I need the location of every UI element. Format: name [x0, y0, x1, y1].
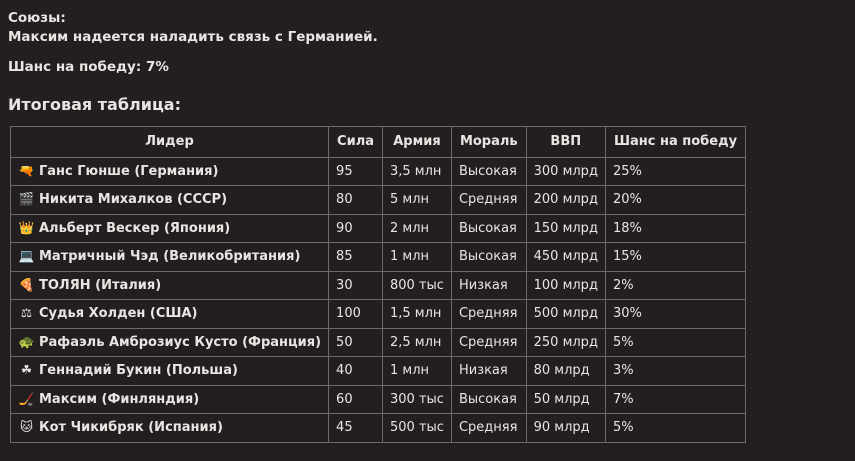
cell-chance: 7% [605, 385, 745, 414]
cell-power: 85 [329, 243, 383, 272]
leader-name: Геннадий Букин (Польша) [39, 363, 238, 378]
cell-army: 1,5 млн [383, 300, 452, 329]
cell-power: 100 [329, 300, 383, 329]
leader-name: Матричный Чэд (Великобритания) [39, 249, 301, 264]
cell-army: 500 тыс [383, 414, 452, 443]
leader-name: Никита Михалков (СССР) [39, 192, 228, 207]
cell-army: 1 млн [383, 357, 452, 386]
column-header-leader: Лидер [11, 127, 329, 158]
cell-gdp: 100 млрд [526, 271, 605, 300]
cell-leader [11, 243, 329, 272]
table-row [11, 328, 746, 357]
cell-morale: Средняя [451, 328, 526, 357]
table-row [11, 186, 746, 215]
leader-flag-icon: 🎬 [18, 191, 35, 206]
leader-flag-icon: 🔫 [18, 162, 35, 178]
alliances-text: Максим надеется наладить связь с Германией. [8, 29, 378, 45]
results-heading: Итоговая таблица: [8, 95, 181, 114]
table-row [11, 243, 746, 272]
cell-chance: 5% [605, 328, 745, 357]
column-header-army: Армия [383, 127, 452, 158]
cell-army: 1 млн [383, 243, 452, 272]
table-row [11, 271, 746, 300]
cell-power: 90 [329, 214, 383, 243]
cell-gdp: 150 млрд [526, 214, 605, 243]
cell-power: 50 [329, 328, 383, 357]
cell-leader [11, 271, 329, 300]
cell-army: 800 тыс [383, 271, 452, 300]
cell-army: 2 млн [383, 214, 452, 243]
table-row [11, 385, 746, 414]
cell-chance: 15% [605, 243, 745, 272]
leader-flag-icon: 🐱 [19, 419, 34, 434]
cell-chance: 30% [605, 300, 745, 329]
leader-flag-icon: 🐢 [18, 333, 35, 349]
cell-leader [11, 385, 329, 414]
table-body [11, 157, 746, 442]
cell-leader [11, 328, 329, 357]
cell-power: 95 [329, 157, 383, 186]
cell-chance: 18% [605, 214, 745, 243]
leader-name: Ганс Гюнше (Германия) [39, 163, 219, 179]
cell-gdp: 250 млрд [526, 328, 605, 357]
table-row [11, 214, 746, 243]
cell-morale: Средняя [451, 186, 526, 215]
table-row [11, 157, 746, 186]
cell-gdp: 90 млрд [526, 414, 605, 443]
cell-gdp: 500 млрд [526, 300, 605, 329]
cell-army: 3,5 млн [383, 157, 452, 186]
cell-leader [11, 357, 329, 386]
leader-name: Рафаэль Амброзиус Кусто (Франция) [39, 334, 322, 350]
leader-name: Судья Холден (США) [39, 306, 198, 321]
cell-power: 40 [329, 357, 383, 386]
cell-leader [11, 157, 329, 186]
cell-chance: 25% [605, 157, 745, 186]
cell-leader [11, 300, 329, 329]
cell-army: 2,5 млн [383, 328, 452, 357]
cell-morale: Высокая [451, 214, 526, 243]
cell-gdp: 80 млрд [526, 357, 605, 386]
cell-power: 45 [329, 414, 383, 443]
column-header-morale: Мораль [451, 127, 526, 158]
cell-power: 60 [329, 385, 383, 414]
cell-morale: Высокая [451, 385, 526, 414]
cell-power: 80 [329, 186, 383, 215]
cell-leader [11, 414, 329, 443]
column-header-chance: Шанс на победу [605, 127, 745, 158]
cell-morale: Высокая [451, 157, 526, 186]
cell-gdp: 50 млрд [526, 385, 605, 414]
leader-flag-icon: 🏒 [18, 390, 35, 406]
table-row [11, 357, 746, 386]
cell-gdp: 300 млрд [526, 157, 605, 186]
cell-leader [11, 214, 329, 243]
cell-gdp: 200 млрд [526, 186, 605, 215]
column-header-power: Сила [329, 127, 383, 158]
leader-flag-icon: 👑 [18, 219, 35, 235]
cell-chance: 20% [605, 186, 745, 215]
leader-flag-icon: 💻 [18, 248, 35, 263]
cell-morale: Низкая [451, 357, 526, 386]
cell-power: 30 [329, 271, 383, 300]
cell-gdp: 450 млрд [526, 243, 605, 272]
cell-morale: Средняя [451, 414, 526, 443]
cell-morale: Высокая [451, 243, 526, 272]
table-header-row [11, 127, 746, 158]
alliances-heading: Союзы: [8, 10, 66, 26]
leader-flag-icon: 🍕 [18, 276, 35, 292]
cell-morale: Средняя [451, 300, 526, 329]
leader-name: ТОЛЯН (Италия) [39, 277, 162, 293]
column-header-gdp: ВВП [526, 127, 605, 158]
cell-army: 5 млн [383, 186, 452, 215]
table-row [11, 300, 746, 329]
leader-flag-icon: ☘ [20, 362, 33, 377]
leader-flag-icon: ⚖ [20, 305, 33, 320]
leader-name: Максим (Финляндия) [39, 391, 200, 407]
cell-army: 300 тыс [383, 385, 452, 414]
cell-chance: 2% [605, 271, 745, 300]
leader-name: Альберт Вескер (Япония) [39, 220, 231, 236]
cell-chance: 3% [605, 357, 745, 386]
alliance-chance-label: Шанс на победу: 7% [8, 59, 169, 75]
results-table [10, 126, 746, 443]
cell-chance: 5% [605, 414, 745, 443]
cell-leader [11, 186, 329, 215]
leader-name: Кот Чикибряк (Испания) [39, 420, 223, 435]
table-row [11, 414, 746, 443]
cell-morale: Низкая [451, 271, 526, 300]
